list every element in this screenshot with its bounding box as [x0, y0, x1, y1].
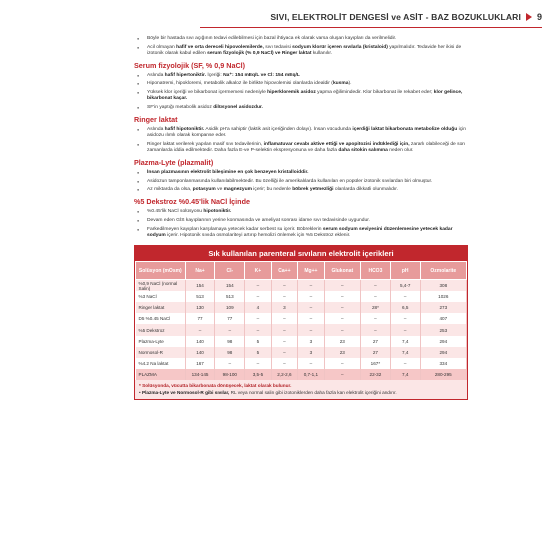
- table-cell: –: [298, 324, 324, 335]
- table-cell: 3: [271, 302, 297, 313]
- table-cell: 154: [185, 280, 215, 291]
- table-cell: 3: [298, 347, 324, 358]
- section-heading-plazma-lyte: Plazma-Lyte (plazmalit): [134, 158, 214, 168]
- electrolyte-table: [135, 261, 467, 380]
- table-body: [136, 280, 467, 381]
- table-row: [136, 369, 467, 380]
- triangle-marker-icon: [526, 13, 532, 21]
- table-cell: D5 %0.45 NaCl: [136, 313, 186, 324]
- table-cell: 253: [420, 324, 466, 335]
- table-cell: –: [324, 302, 360, 313]
- table-title: Sık kullanılan parenteral sıvıların elektrolit içerikleri: [135, 246, 467, 261]
- table-row: [136, 336, 467, 347]
- list-item: ● Az miktarda da olsa, potasyum ve magnezyum içerir; bu nedenle böbrek yetmezliği olanlarda dikkatli olunmalıdır.: [134, 187, 468, 193]
- table-cell: –: [390, 313, 420, 324]
- table-cell: 280-295: [420, 369, 466, 380]
- table-cell: 2,2-2,6: [271, 369, 297, 380]
- column-header: K+: [245, 262, 271, 280]
- table-cell: –: [271, 313, 297, 324]
- table-note: * Solüsyonda, vücutta bikarbonata dönüşecek, laktat olarak bulunur.: [139, 383, 292, 389]
- table-cell: –: [245, 324, 271, 335]
- table-cell: 294: [420, 347, 466, 358]
- page-number: 9: [536, 12, 542, 22]
- table-cell: 334: [420, 358, 466, 369]
- table-cell: 130: [185, 302, 215, 313]
- table-cell: 1026: [420, 291, 466, 302]
- table-cell: 23: [324, 347, 360, 358]
- table-cell: 134-145: [185, 369, 215, 380]
- table-cell: –: [245, 280, 271, 291]
- table-cell: –: [298, 302, 324, 313]
- list-item: ● Böyle bir hastada sıvı açığının tedavi edilebilmesi için bazal ihtiyaca ek olarak varsa oluşan kayıpları da verilmelidir.: [134, 36, 468, 42]
- table-row: [136, 347, 467, 358]
- table-cell: –: [324, 280, 360, 291]
- column-header: pH: [390, 262, 420, 280]
- table-cell: –: [324, 324, 360, 335]
- section-heading-ringer-laktat: Ringer laktat: [134, 114, 178, 124]
- table-cell: 5: [245, 336, 271, 347]
- table-row: [136, 302, 467, 313]
- table-cell: %0,9 NaCl (normal Salin): [136, 280, 186, 291]
- table-cell: –: [324, 291, 360, 302]
- table-cell: –: [185, 324, 215, 335]
- table-cell: 22-32: [361, 369, 391, 380]
- table-cell: Plazma-Lyte: [136, 336, 186, 347]
- table-cell: –: [245, 313, 271, 324]
- table-cell: –: [271, 280, 297, 291]
- table-cell: –: [324, 313, 360, 324]
- header-title: SIVI, ELEKTROLİT DENGESİ ve ASİT - BAZ BOZUKLUKLARI: [270, 12, 521, 22]
- table-cell: 109: [215, 302, 245, 313]
- table-cell: 27: [361, 347, 391, 358]
- table-cell: –: [361, 280, 391, 291]
- header-rule: [200, 27, 542, 28]
- table-cell: –: [324, 358, 360, 369]
- table-cell: 4: [245, 302, 271, 313]
- table-cell: –: [271, 358, 297, 369]
- table-row: [136, 324, 467, 335]
- table-cell: –: [271, 347, 297, 358]
- main-content: [134, 36, 468, 400]
- table-cell: –: [298, 280, 324, 291]
- dx-list: [134, 209, 468, 239]
- list-item: ● Farkedilmeyen kayıpları karşılamaya yetecek kadar serbest su içerir. Böbreklerin serum sodyum seviyesini düzenlemesine yetecek kadar sodyum içerir. Hipotonik sıvıda osmolariteyi artırıp hemolizi önlemek için %5 Dekstroz eklenir.: [134, 227, 468, 240]
- table-cell: –: [215, 358, 245, 369]
- column-header: HCO3: [361, 262, 391, 280]
- table-cell: –: [361, 313, 391, 324]
- table-cell: 7,4: [390, 347, 420, 358]
- list-item: ● %0.45'lik NaCl solüsyonu hipotoniktir.: [134, 209, 468, 215]
- list-item: ● Yüksek klor içeriği ve bikarbonat içermemesi nedeniyle hiperkloremik asidoz yapma eğilimindedir. Klor bikarbonat ile rekabet eder; klor gelince, bikarbonat kaçar.: [134, 90, 468, 103]
- table-cell: 77: [185, 313, 215, 324]
- list-item: ● Aslında hafif hipotoniktir. Asidik pH'a sahiptir (laktik asit içeriğinden dolayı). İnsan vücudunda içerdiği laktat bikarbonata metabolize olduğu için asidozu ılımlı olarak kompanse eder.: [134, 127, 468, 140]
- table-row: [136, 313, 467, 324]
- table-cell: –: [390, 324, 420, 335]
- table-cell: 167: [185, 358, 215, 369]
- column-header: Glukonat: [324, 262, 360, 280]
- table-cell: 5: [245, 347, 271, 358]
- table-cell: 3,5-5: [245, 369, 271, 380]
- column-header: Solüsyon (mOsm): [136, 262, 186, 280]
- pl-list: [134, 170, 468, 194]
- table-cell: 98: [215, 347, 245, 358]
- table-cell: PLAZMA: [136, 369, 186, 380]
- table-cell: 98-100: [215, 369, 245, 380]
- column-header: Mg++: [298, 262, 324, 280]
- rl-list: [134, 127, 468, 155]
- table-cell: –: [245, 358, 271, 369]
- list-item: ● Devam eden GİS kayıplarının yerine konmasında ve ameliyat sonrası idame sıvı tedavisinde uygundur.: [134, 218, 468, 224]
- table-row: [136, 291, 467, 302]
- table-cell: –: [245, 291, 271, 302]
- table-cell: 77: [215, 313, 245, 324]
- table-cell: –: [298, 358, 324, 369]
- table-cell: –: [271, 291, 297, 302]
- column-header: Cl-: [215, 262, 245, 280]
- list-item: ● SF'in yaptığı metabolik asidoz dilüsyonel asidozdur.: [134, 105, 468, 111]
- table-cell: 3: [298, 336, 324, 347]
- table-cell: 27: [361, 336, 391, 347]
- sf-list: [134, 73, 468, 112]
- list-item: ● Acil olmayan hafif ve orta dereceli hipovolemilerde, sıvı tedavisi sodyum klorür içeren sıvılarla (kristaloid) yapılmalıdır. Tedavide her ikisi de izotonik olarak kabul edilen serum fizyolojik (% 0,9 NaCl) ve Ringer laktat kullanılır.: [134, 45, 468, 58]
- table-cell: –: [298, 313, 324, 324]
- column-header: Ozmolarite: [420, 262, 466, 280]
- table-cell: 140: [185, 336, 215, 347]
- column-header: Ca++: [271, 262, 297, 280]
- column-header: Na+: [185, 262, 215, 280]
- table-cell: –: [271, 324, 297, 335]
- table-row: [136, 358, 467, 369]
- section-heading-serum-fizyolojik: Serum fizyolojik (SF, % 0,9 NaCl): [134, 60, 246, 70]
- table-cell: 513: [185, 291, 215, 302]
- table-cell: –: [298, 291, 324, 302]
- table-cell: 308: [420, 280, 466, 291]
- table-cell: 7,4: [390, 336, 420, 347]
- electrolyte-table-box: [134, 245, 468, 400]
- table-cell: 167*: [361, 358, 391, 369]
- table-cell: 273: [420, 302, 466, 313]
- table-cell: Ringer laktat: [136, 302, 186, 313]
- table-cell: 5,4-7: [390, 280, 420, 291]
- table-cell: –: [361, 291, 391, 302]
- table-cell: 7,4: [390, 369, 420, 380]
- table-row: [136, 280, 467, 291]
- table-cell: %5 Dekstroz: [136, 324, 186, 335]
- table-cell: Normosol-R: [136, 347, 186, 358]
- list-item: ● Asidozun tamponlanmasında kullanılabilmektedir. Bu özelliği ile amerikalılarda kullanılan en popüler izotonik sıvılardan biri olmuştur.: [134, 179, 468, 185]
- table-cell: –: [390, 358, 420, 369]
- table-cell: 294: [420, 336, 466, 347]
- table-cell: 28*: [361, 302, 391, 313]
- table-cell: %4.2 Na laktat: [136, 358, 186, 369]
- list-item: ● Aslında hafif hipertoniktir. İçeriği: Na⁺: 154 mEq/L ve Cl: 154 mEq/L: [134, 73, 468, 79]
- table-notes: [135, 380, 467, 399]
- table-cell: 154: [215, 280, 245, 291]
- running-header: [200, 9, 542, 25]
- table-cell: –: [361, 324, 391, 335]
- table-header-row: [136, 262, 467, 280]
- table-note: • Plazma-Lyte ve Normosol-R gibi sıvılar, RL veya normal salin gibi izotoniklerden daha fazla kan elektrolit içeriğini andırır.: [139, 389, 397, 395]
- list-item: ● İnsan plazmasının elektrolit bileşimine en çok benzeyen kristalloiddir.: [134, 170, 468, 176]
- table-cell: 98: [215, 336, 245, 347]
- list-item: ● Ringer laktat verilerek yapılan masif sıvı tedavilerinin, inflamatuvar cevabı aktive ettiği ve apopitozisi indüklediği için, zararlı olabileceği de son zamanlarda iddia edilmektedir. Daha fazla E-ve P-selektin ekspresyonuna ve daha fazla daha sitokin salımına neden olur.: [134, 142, 468, 155]
- table-cell: 407: [420, 313, 466, 324]
- table-cell: –: [271, 336, 297, 347]
- list-item: ● Hiponatremi, hipokloremi, metabolik alkaloz ile birlikte hipovolemisi olanlarda idealdir (kusma).: [134, 81, 468, 87]
- section-heading-dekstroz: %5 Dekstroz %0.45'lik NaCl İçinde: [134, 197, 250, 207]
- intro-list: [134, 36, 468, 57]
- table-cell: 513: [215, 291, 245, 302]
- table-cell: –: [324, 369, 360, 380]
- table-cell: –: [215, 324, 245, 335]
- table-cell: –: [390, 291, 420, 302]
- table-cell: 23: [324, 336, 360, 347]
- table-cell: 140: [185, 347, 215, 358]
- table-cell: %3 NaCl: [136, 291, 186, 302]
- table-cell: 6,5: [390, 302, 420, 313]
- table-cell: 0,7-1,1: [298, 369, 324, 380]
